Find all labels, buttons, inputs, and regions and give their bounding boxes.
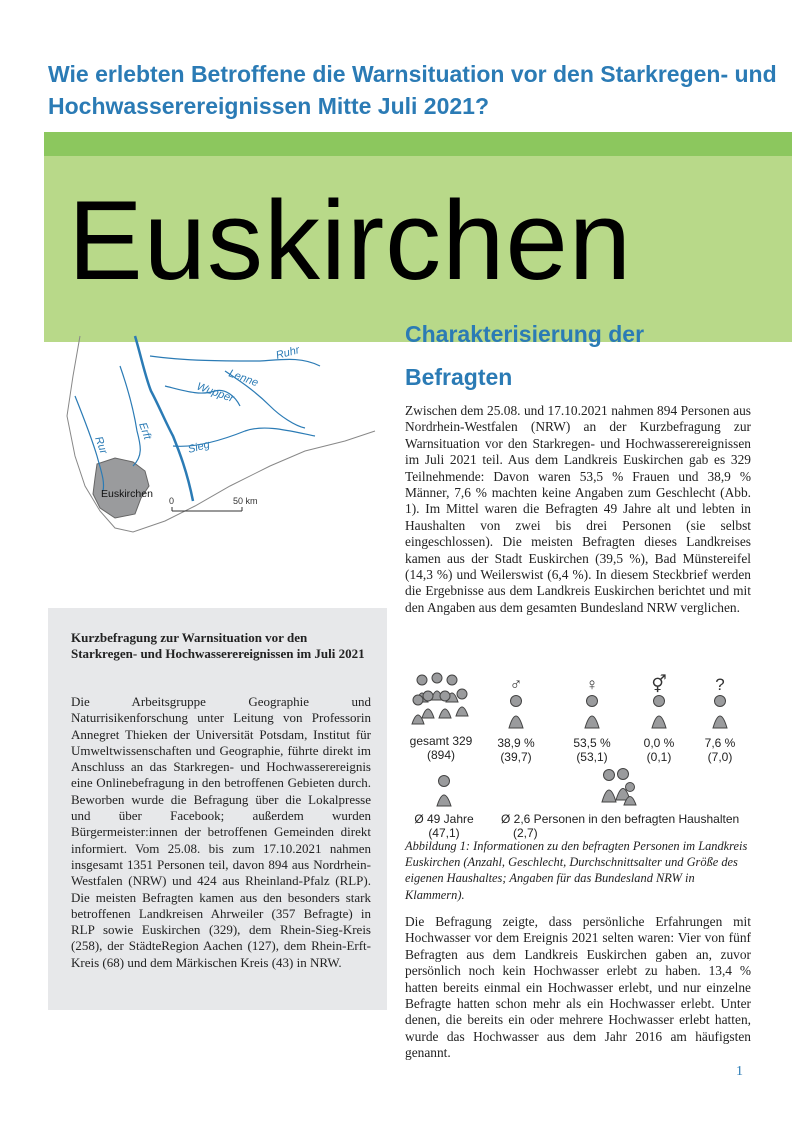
stat-unknown-value: 7,6 % (704, 736, 736, 750)
stat-unknown-nrw: (7,0) (707, 750, 733, 764)
info-box-text: Die Arbeitsgruppe Geographie und Naturrisikenforschung unter Leitung von Professorin Annegret Thieken der Universität Potsdam, Institut für Umweltwissenschaften und Geographie, führte direkt im Anschluss an das Starkregen- und Hochwasserereignis eine Onlinebefragung in den betroffenen Gebieten durch. Beworben wurde die Befragung über die Lokalpresse und über Facebook; außerdem wurden Bürgermeister:innen der betroffenen Gemeinden direkt informiert. Vom 25.08. bis zum 17.10.2021 nahmen insgesamt 1351 Personen teil, davon 894 aus Nordrhein-Westfalen (NRW) und 424 aus Rheinland-Pfalz (RLP). Die meisten Befragten kamen aus den besonders stark betroffenen Landkreisen Ahrweiler (357 Befragte) in RLP sowie Euskirchen (329), dem Rhein-Sieg-Kreis (258), der StädteRegion Aachen (127), dem Rhein-Erft-Kreis (68) und dem Märkischen Kreis (43) in NRW. (71, 694, 371, 970)
river-erft (120, 366, 140, 466)
stat-age-nrw: (47,1) (428, 826, 460, 840)
label-district: Euskirchen (101, 488, 153, 500)
stat-male (491, 676, 541, 764)
stat-male-value: 38,9 % (497, 736, 535, 750)
intro-paragraph: Zwischen dem 25.08. und 17.10.2021 nahmen 894 Personen aus Nordrhein-Westfalen (NRW) an der Kurzbefragung zur Warnsituation vor den Starkregen- und Hochwasserereignissen im Juli 2021 teil. Aus dem Landkreis Euskirchen gab es 329 Teilnehmende: Davon waren 53,5 % Frauen und 38,9 % Männer, 7,6 % machten keine Angaben zum Geschlecht (Abb. 1). Im Mittel waren die Befragten 49 Jahre alt und lebten in Haushalten von zwei bis drei Personen (sie selbst eingeschlossen). Die meisten Befragten dieses Landkreises kamen aus der Stadt Euskirchen (39,5 %), Bad Münstereifel (14,3 %) und Weilerswist (6,4 %). In diesem Steckbrief werden die Ergebnisse aus dem Landkreis Euskirchen berichtet und mit den Angaben aus dem gesamten Bundesland NRW verglichen. (405, 403, 751, 615)
person-icon (649, 694, 669, 730)
diverse-symbol-icon: ⚥ (651, 675, 667, 694)
stat-female-value: 53,5 % (573, 736, 611, 750)
person-icon (434, 774, 454, 808)
stat-total-value: gesamt 329 (409, 734, 473, 748)
stat-diverse-value: 0,0 % (643, 736, 675, 750)
stat-total-nrw: (894) (426, 748, 455, 762)
figure-caption: Abbildung 1: Informationen zu den befragten Personen im Landkreis Euskirchen (Anzahl, Geschlecht, Durchschnittsalter und Größe des eigenen Haushaltes; Angaben für das Bundesland NRW in Klammern). (405, 839, 748, 902)
label-rur: Rur (92, 434, 110, 456)
person-icon (582, 694, 602, 730)
household-icon (599, 768, 639, 806)
page-title: Wie erlebten Betroffene die Warnsituation vor den Starkregen- und Hochwasserereignissen Mitte Juli 2021? (48, 61, 777, 119)
page-number: 1 (736, 1064, 743, 1079)
stat-female (567, 676, 617, 764)
person-icon (710, 694, 730, 730)
label-sieg: Sieg (186, 438, 212, 456)
scale-start: 0 (169, 496, 175, 506)
stat-female-nrw: (53,1) (576, 750, 608, 764)
stat-diverse-nrw: (0,1) (646, 750, 672, 764)
label-erft: Erft (136, 420, 154, 442)
question-icon: ? (715, 675, 725, 694)
region-map (55, 336, 380, 536)
banner-title: Euskirchen (68, 178, 633, 303)
stat-household (501, 768, 761, 840)
banner-stripe (44, 132, 792, 156)
stat-total (405, 672, 477, 762)
stat-male-nrw: (39,7) (500, 750, 532, 764)
section-heading-line2: Befragten (405, 364, 513, 390)
stat-age-value: Ø 49 Jahre (414, 812, 474, 826)
male-symbol-icon: ♂ (509, 675, 523, 694)
section-heading-partial: Charakterisierung der (405, 321, 645, 347)
scale-end: 50 km (233, 496, 258, 506)
region-banner (44, 132, 792, 342)
info-box (48, 608, 387, 1010)
label-lenne: Lenne (226, 367, 260, 390)
body-paragraph: Die Befragung zeigte, dass persönliche Erfahrungen mit Hochwasser vor dem Ereignis 2021 selten waren: Vier von fünf Befragten aus dem Landkreis Euskirchen gaben an, zuvor persönlich noch kein Hochwasser erlebt zu haben. 13,4 % hatten bereits einmal ein Hochwasser erlebt, und nur einzelne Befragte hatten schon mehr als ein Hochwasser erlebt. Unter denen, die bereits ein oder mehrere Hochwasser erlebt hatten, wurde das Hochwasser aus dem Jahr 2016 am häufigsten genannt. (405, 914, 751, 1061)
person-icon (506, 694, 526, 730)
group-persons-icon (410, 672, 472, 728)
stat-household-nrw: (2,7) (513, 826, 538, 840)
stat-age (407, 774, 481, 840)
female-symbol-icon: ♀ (585, 675, 599, 694)
river-ruhr (150, 356, 320, 366)
stat-unknown (695, 676, 745, 764)
stat-household-value: Ø 2,6 Personen in den befragten Haushalten (501, 812, 740, 826)
label-wupper: Wupper (194, 380, 236, 405)
section-heading (405, 321, 765, 394)
respondent-stats (405, 670, 765, 840)
label-ruhr: Ruhr (274, 344, 301, 362)
info-box-title: Kurzbefragung zur Warnsituation vor den Starkregen- und Hochwasserereignissen im Juli 2021 (71, 630, 365, 662)
stat-diverse (634, 676, 684, 764)
